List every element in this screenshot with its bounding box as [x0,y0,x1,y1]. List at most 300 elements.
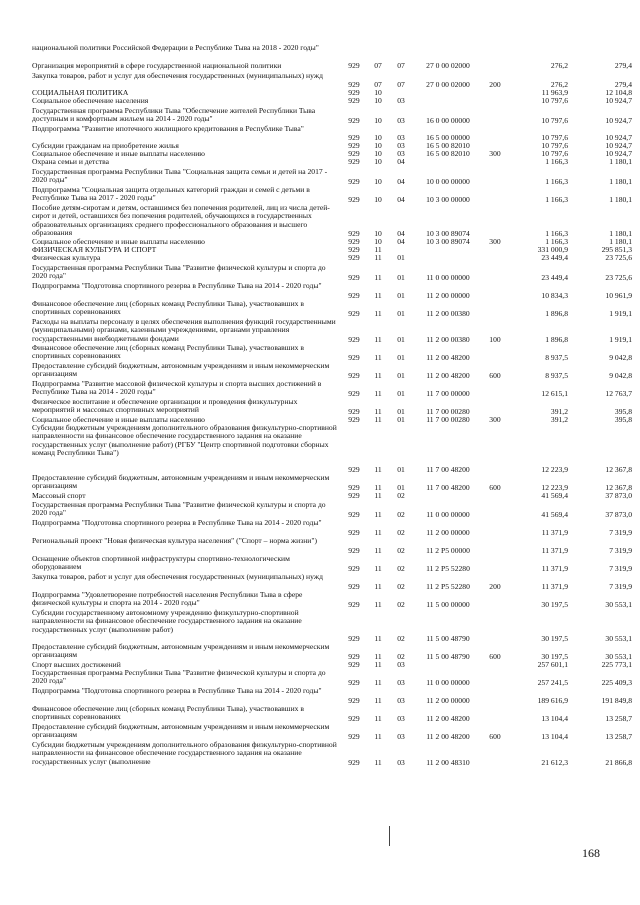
cell-grbs: 929 [348,482,360,492]
cell-expense-type: 600 [489,370,501,380]
cell-grbs: 929 [348,677,360,687]
cell-section: 11 [374,599,382,609]
cell-target-article: 11 2 Р5 00000 [426,545,470,555]
cell-target-article: 11 2 00 48310 [426,757,470,767]
cell-section: 07 [374,79,382,89]
table-row [0,669,640,687]
row-description: Физическая культура [32,253,101,262]
cell-subsection: 01 [397,334,405,344]
table-row [0,44,640,62]
cell-grbs: 929 [348,149,360,158]
cell-subsection: 02 [397,599,405,609]
cell-target-article: 10 0 00 00000 [426,176,470,186]
cell-target-article: 11 2 00 48200 [426,713,470,723]
row-description: Финансовое обеспечение лиц (сборных команд Республики Тыва), участвовавших в спортивных соревнованиях [32,343,304,361]
table-row [0,501,640,519]
row-description: Организация мероприятий в сфере государственной национальной политики [32,61,282,70]
cell-subsection: 02 [397,545,405,555]
cell-amount-year1: 1 896,8 [545,334,568,344]
row-description: Социальное обеспечение населения [32,96,149,105]
cell-amount-year2: 7 319,9 [609,527,632,537]
row-description: Субсидии гражданам на приобретение жилья [32,141,179,150]
cell-subsection: 01 [397,308,405,318]
cell-target-article: 11 0 00 00000 [426,509,470,519]
cell-grbs: 929 [348,599,360,609]
cell-amount-year1: 257 601,1 [537,660,568,669]
cell-section: 11 [374,563,382,573]
cell-amount-year2: 225 409,3 [601,677,632,687]
cell-amount-year1: 41 569,4 [541,509,568,519]
cell-grbs: 929 [348,308,360,318]
cell-subsection: 01 [397,290,405,300]
row-description: Государственная программа Республики Тыва "Развитие физической культуры и спорта до 2020 года" [32,500,326,518]
cell-amount-year1: 11 371,9 [541,545,568,555]
table-row [0,609,640,643]
cell-amount-year2: 1 180,1 [609,176,632,186]
cell-expense-type: 200 [489,581,501,591]
cell-target-article: 11 5 00 48790 [426,633,470,643]
cell-target-article: 11 7 00 00280 [426,406,470,416]
cell-grbs: 929 [348,713,360,723]
cell-amount-year1: 30 197,5 [541,651,568,661]
cell-subsection: 02 [397,527,405,537]
cell-amount-year1: 23 449,4 [541,253,568,262]
table-row [0,555,640,573]
cell-amount-year1: 331 000,9 [537,245,568,254]
cell-subsection: 01 [397,253,405,262]
cell-amount-year2: 7 319,9 [609,563,632,573]
cell-target-article: 27 0 00 02000 [426,61,470,70]
cell-amount-year2: 279,4 [614,79,632,89]
cell-amount-year1: 11 371,9 [541,527,568,537]
cell-subsection: 03 [397,141,405,150]
cell-section: 11 [374,651,382,661]
cell-amount-year1: 8 937,5 [545,370,568,380]
table-row [0,705,640,723]
cell-section: 11 [374,352,382,362]
cell-section: 11 [374,509,382,519]
cell-expense-type: 600 [489,731,501,741]
cell-amount-year1: 12 223,9 [541,464,568,474]
cell-amount-year1: 10 834,3 [541,290,568,300]
row-description: Подпрограмма "Развитие ипотечного жилищного кредитования в Республике Тыва" [32,124,304,133]
row-description: Расходы на выплаты персоналу в целях обеспечения выполнения функций государственными (муниципальными) органами, казенными учреждениями, органами управления государственными внебюджетными фондами [32,317,336,343]
cell-grbs: 929 [348,757,360,767]
cell-amount-year1: 10 797,6 [541,96,568,105]
cell-amount-year2: 1 180,1 [609,228,632,238]
cell-amount-year1: 1 166,3 [545,237,568,246]
cell-expense-type: 600 [489,651,501,661]
cell-section: 07 [374,61,382,70]
cell-amount-year2: 10 924,7 [605,96,632,105]
table-row [0,300,640,318]
cell-amount-year2: 191 849,8 [601,695,632,705]
row-description: Закупка товаров, работ и услуг для обеспечения государственных (муниципальных) нужд [32,71,323,80]
cell-subsection: 04 [397,237,405,246]
cell-section: 11 [374,482,382,492]
cell-amount-year1: 189 616,9 [537,695,568,705]
cell-amount-year2: 10 961,9 [605,290,632,300]
cell-grbs: 929 [348,157,360,166]
cell-grbs: 929 [348,79,360,89]
row-description: Государственная программа Республики Тыва "Развитие физической культуры и спорта до 2020 года" [32,668,326,686]
cell-amount-year1: 41 569,4 [541,491,568,500]
cell-target-article: 11 7 00 00000 [426,388,470,398]
cell-grbs: 929 [348,141,360,150]
cell-amount-year1: 10 797,6 [541,132,568,142]
cell-grbs: 929 [348,253,360,262]
cell-grbs: 929 [348,245,360,254]
cell-section: 11 [374,253,382,262]
cell-amount-year1: 10 797,6 [541,141,568,150]
row-description: Предоставление субсидий бюджетным, автономным учреждениям и иным некоммерческим организациям [32,473,330,491]
cell-target-article: 11 0 00 00000 [426,677,470,687]
cell-amount-year2: 1 919,1 [609,334,632,344]
cell-subsection: 01 [397,352,405,362]
table-row [0,282,640,300]
table-row [0,168,640,186]
cell-section: 11 [374,713,382,723]
cell-amount-year1: 391,2 [550,415,568,424]
cell-section: 10 [374,88,382,97]
cell-section: 11 [374,660,382,669]
cell-target-article: 11 2 00 48200 [426,352,470,362]
cell-grbs: 929 [348,545,360,555]
cell-section: 10 [374,237,382,246]
cell-grbs: 929 [348,194,360,204]
row-description: Государственная программа Республики Тыва "Обеспечение жителей Республики Тыва доступным и комфортным жильем на 2014 - 2020 годы" [32,106,316,124]
row-description: Подпрограмма "Развитие массовой физической культуры и спорта высших достижений в Республике Тыва на 2014 - 2020 годы" [32,379,322,397]
cell-subsection: 01 [397,482,405,492]
cell-target-article: 11 2 00 00000 [426,527,470,537]
cell-amount-year1: 11 371,9 [541,563,568,573]
table-row [0,398,640,416]
cell-amount-year2: 9 042,8 [609,370,632,380]
row-description: Государственная программа Республики Тыва "Развитие физической культуры и спорта до 2020 года" [32,263,326,281]
cell-amount-year1: 1 166,3 [545,228,568,238]
table-row [0,107,640,125]
cell-grbs: 929 [348,731,360,741]
cell-grbs: 929 [348,61,360,70]
row-description: Финансовое обеспечение лиц (сборных команд Республики Тыва), участвовавших в спортивных соревнованиях [32,704,304,722]
table-row [0,186,640,204]
row-description: Социальное обеспечение и иные выплаты населению [32,149,205,158]
cell-grbs: 929 [348,464,360,474]
cell-grbs: 929 [348,388,360,398]
cell-amount-year2: 7 319,9 [609,545,632,555]
cell-grbs: 929 [348,370,360,380]
cell-subsection: 02 [397,491,405,500]
cell-amount-year2: 395,8 [614,415,632,424]
cell-subsection: 03 [397,660,405,669]
table-row [0,424,640,474]
cell-target-article: 11 7 00 00280 [426,415,470,424]
cell-target-article: 16 0 00 00000 [426,115,470,125]
cell-amount-year2: 30 553,1 [605,651,632,661]
cell-grbs: 929 [348,406,360,416]
cell-target-article: 11 2 00 00000 [426,290,470,300]
row-description: СОЦИАЛЬНАЯ ПОЛИТИКА [32,88,129,97]
cell-amount-year2: 1 919,1 [609,308,632,318]
table-row [0,362,640,380]
cell-section: 11 [374,757,382,767]
cell-subsection: 01 [397,406,405,416]
cell-target-article: 11 5 00 00000 [426,599,470,609]
cell-grbs: 929 [348,88,360,97]
cell-grbs: 929 [348,228,360,238]
table-row [0,344,640,362]
cell-section: 11 [374,290,382,300]
cell-grbs: 929 [348,237,360,246]
table-row [0,264,640,282]
cell-target-article: 11 2 00 00380 [426,334,470,344]
cell-section: 10 [374,141,382,150]
cell-section: 11 [374,464,382,474]
cell-grbs: 929 [348,581,360,591]
cell-grbs: 929 [348,290,360,300]
row-description: Региональный проект "Новая физическая культура населения" ("Спорт – норма жизни") [32,536,317,545]
cell-section: 11 [374,491,382,500]
row-description: Подпрограмма "Удовлетворение потребностей населения Республики Тыва в сфере физической культуры и спорта на 2014 - 2020 годы" [32,590,303,608]
cell-grbs: 929 [348,491,360,500]
cell-target-article: 16 5 00 82010 [426,141,470,150]
cell-target-article: 11 2 00 48200 [426,731,470,741]
row-description: Субсидии бюджетным учреждениям дополнительного образования физкультурно-спортивной направленности на финансовое обеспечение государственного задания на оказание государственных услуг (выполнение работ) (РГБУ "Центр спортивной подготовки сборных команд Республики Тыва") [32,423,337,458]
cell-subsection: 03 [397,132,405,142]
cell-amount-year2: 225 773,1 [601,660,632,669]
cell-subsection: 03 [397,731,405,741]
cell-subsection: 02 [397,581,405,591]
cell-target-article: 11 2 Р5 52280 [426,581,470,591]
cell-amount-year1: 391,2 [550,406,568,416]
cell-subsection: 03 [397,149,405,158]
cell-section: 11 [374,545,382,555]
table-row [0,204,640,238]
cell-target-article: 16 5 00 00000 [426,132,470,142]
cell-section: 10 [374,149,382,158]
cell-subsection: 03 [397,96,405,105]
cell-amount-year2: 10 924,7 [605,115,632,125]
row-description: Предоставление субсидий бюджетным, автономным учреждениям и иным некоммерческим организациям [32,722,330,740]
cell-amount-year2: 1 180,1 [609,157,632,166]
cell-amount-year2: 30 553,1 [605,633,632,643]
row-description: Подпрограмма "Социальная защита отдельных категорий граждан и семей с детьми в Республике Тыва на 2017 - 2020 годы" [32,185,310,203]
cell-amount-year1: 276,2 [550,79,568,89]
cell-section: 11 [374,677,382,687]
cell-target-article: 16 5 00 82010 [426,149,470,158]
cell-section: 10 [374,176,382,186]
cell-subsection: 04 [397,176,405,186]
cell-amount-year1: 12 615,1 [541,388,568,398]
cell-amount-year2: 279,4 [614,61,632,70]
cell-amount-year1: 8 937,5 [545,352,568,362]
cell-section: 10 [374,194,382,204]
cell-section: 11 [374,245,382,254]
row-description: Субсидии государственному автономному учреждению физкультурно-спортивной направленности на финансовое обеспечение государственного задания на оказание государственных услуг (выполнение работ) [32,608,302,634]
cell-amount-year2: 395,8 [614,406,632,416]
cell-amount-year2: 37 873,0 [605,509,632,519]
cell-amount-year2: 1 180,1 [609,194,632,204]
cell-expense-type: 200 [489,79,501,89]
cell-amount-year1: 1 166,3 [545,176,568,186]
cell-amount-year1: 23 449,4 [541,272,568,282]
table-row [0,72,640,89]
row-description: Физическое воспитание и обеспечение организации и проведения физкультурных мероприятий и массовых спортивных мероприятий [32,397,298,415]
cell-amount-year1: 11 963,9 [541,88,568,97]
cell-expense-type: 600 [489,482,501,492]
cell-amount-year1: 30 197,5 [541,633,568,643]
cell-section: 11 [374,731,382,741]
cell-grbs: 929 [348,352,360,362]
cell-amount-year2: 10 924,7 [605,132,632,142]
cell-section: 11 [374,406,382,416]
cell-amount-year2: 12 367,8 [605,482,632,492]
cell-amount-year1: 1 166,3 [545,194,568,204]
table-row [0,318,640,344]
cell-amount-year1: 10 797,6 [541,115,568,125]
cell-amount-year1: 13 104,4 [541,731,568,741]
cell-subsection: 01 [397,388,405,398]
cell-grbs: 929 [348,96,360,105]
cell-expense-type: 100 [489,334,501,344]
cell-section: 11 [374,308,382,318]
cell-amount-year2: 295 851,3 [601,245,632,254]
cell-section: 10 [374,132,382,142]
cell-subsection: 07 [397,61,405,70]
row-description: Подпрограмма "Подготовка спортивного резерва в Республике Тыва на 2014 - 2020 годы" [32,281,322,290]
cell-amount-year1: 276,2 [550,61,568,70]
cell-section: 11 [374,527,382,537]
cell-expense-type: 300 [489,237,501,246]
cell-amount-year2: 10 924,7 [605,141,632,150]
row-description: Охрана семьи и детства [32,157,109,166]
cell-section: 11 [374,334,382,344]
cell-section: 10 [374,115,382,125]
cell-section: 11 [374,695,382,705]
cell-amount-year1: 11 371,9 [541,581,568,591]
cell-subsection: 03 [397,713,405,723]
cell-amount-year1: 30 197,5 [541,599,568,609]
cell-section: 11 [374,415,382,424]
cell-subsection: 02 [397,651,405,661]
row-description: Массовый спорт [32,491,86,500]
cell-target-article: 11 2 00 00380 [426,308,470,318]
cell-grbs: 929 [348,334,360,344]
cell-section: 10 [374,157,382,166]
cell-target-article: 11 2 00 48200 [426,370,470,380]
cell-target-article: 10 3 00 89074 [426,228,470,238]
cell-amount-year2: 21 866,8 [605,757,632,767]
cell-subsection: 04 [397,157,405,166]
cell-amount-year2: 13 258,7 [605,731,632,741]
table-row [0,474,640,492]
cell-section: 10 [374,228,382,238]
row-description: Подпрограмма "Подготовка спортивного резерва в Республике Тыва на 2014 - 2020 годы" [32,686,322,695]
cell-subsection: 07 [397,79,405,89]
cell-section: 11 [374,581,382,591]
cell-subsection: 01 [397,415,405,424]
cell-grbs: 929 [348,272,360,282]
cell-grbs: 929 [348,633,360,643]
table-row [0,519,640,537]
cell-subsection: 03 [397,695,405,705]
cell-subsection: 01 [397,370,405,380]
cell-grbs: 929 [348,509,360,519]
cell-amount-year2: 12 367,8 [605,464,632,474]
cell-grbs: 929 [348,115,360,125]
cell-subsection: 03 [397,115,405,125]
table-row [0,687,640,705]
cell-grbs: 929 [348,176,360,186]
cell-amount-year1: 12 223,9 [541,482,568,492]
cell-expense-type: 300 [489,415,501,424]
cell-subsection: 03 [397,757,405,767]
cell-amount-year1: 21 612,3 [541,757,568,767]
cell-target-article: 11 2 00 00000 [426,695,470,705]
cell-subsection: 03 [397,677,405,687]
cell-grbs: 929 [348,415,360,424]
row-description: Пособие детям-сиротам и детям, оставшимся без попечения родителей, лиц из числа детей-сирот и детей, оставшихся без попечения родителей, обучающихся в государственных образовательных организациях среднего профессионального образования и высшего образования [32,203,330,238]
table-row [0,537,640,555]
table-row [0,643,640,661]
cell-amount-year2: 12 763,7 [605,388,632,398]
cell-section: 11 [374,272,382,282]
row-description: Субсидии бюджетным учреждениям дополнительного образования физкультурно-спортивной направленности на финансовое обеспечение государственного задания на оказание государственных услуг (выполнение [32,740,337,766]
table-row [0,573,640,591]
cell-target-article: 11 2 Р5 52280 [426,563,470,573]
cell-amount-year2: 10 924,7 [605,149,632,158]
cell-subsection: 01 [397,464,405,474]
cell-amount-year1: 10 797,6 [541,149,568,158]
row-description: ФИЗИЧЕСКАЯ КУЛЬТУРА И СПОРТ [32,245,157,254]
cell-amount-year2: 1 180,1 [609,237,632,246]
cell-grbs: 929 [348,660,360,669]
cell-target-article: 11 5 00 48790 [426,651,470,661]
cell-amount-year2: 12 104,8 [605,88,632,97]
cell-subsection: 02 [397,509,405,519]
cell-section: 11 [374,388,382,398]
cell-section: 11 [374,633,382,643]
table-row [0,125,640,142]
page-number: 168 [582,846,600,860]
row-description: Спорт высших достижений [32,660,121,669]
cell-grbs: 929 [348,563,360,573]
row-description: Подпрограмма "Подготовка спортивного резерва в Республике Тыва на 2014 - 2020 годы" [32,518,322,527]
cell-target-article: 11 0 00 00000 [426,272,470,282]
row-description: Предоставление субсидий бюджетным, автономным учреждениям и иным некоммерческим организациям [32,361,330,379]
cell-target-article: 10 3 00 00000 [426,194,470,204]
row-description: Социальное обеспечение и иные выплаты населению [32,415,205,424]
table-row [0,380,640,398]
cell-amount-year2: 23 725,6 [605,253,632,262]
cell-subsection: 04 [397,228,405,238]
cell-amount-year2: 9 042,8 [609,352,632,362]
cell-amount-year1: 13 104,4 [541,713,568,723]
cell-grbs: 929 [348,132,360,142]
row-description: Предоставление субсидий бюджетным, автономным учреждениям и иным некоммерческим организациям [32,642,330,660]
row-description: Государственная программа Республики Тыва "Социальная защита семьи и детей на 2017 - 2020 годы" [32,167,328,185]
margin-mark [389,826,390,846]
row-description: национальной политики Российской Федерации в Республике Тыва на 2018 - 2020 годы" [32,43,319,52]
cell-subsection: 01 [397,272,405,282]
cell-target-article: 11 7 00 48200 [426,482,470,492]
cell-amount-year2: 13 258,7 [605,713,632,723]
table-row [0,723,640,741]
row-description: Оснащение объектов спортивной инфраструктуры спортивно-технологическим оборудованием [32,554,290,572]
cell-expense-type: 300 [489,149,501,158]
cell-section: 11 [374,370,382,380]
cell-grbs: 929 [348,695,360,705]
